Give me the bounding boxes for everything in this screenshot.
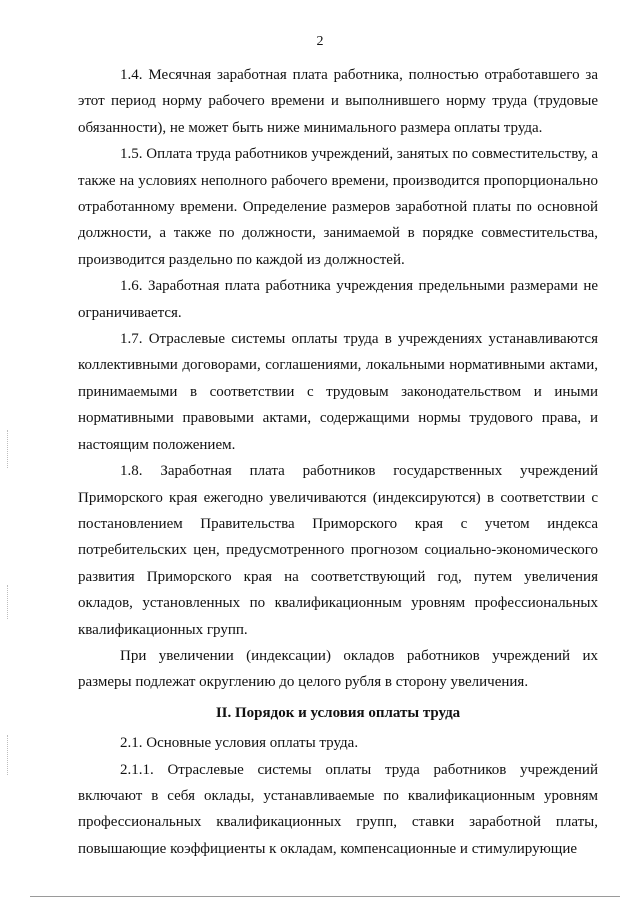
paragraph-1-5: 1.5. Оплата труда работников учреждений, занятых по совместительству, а также на условиях неполного рабочего времени, производится пропорционально отработанному времени. Определение размеров заработной платы по основной должности, а также по должности, занимаемой в порядке совместительства, производится раздельно по каждой из должностей. (78, 146, 598, 268)
paragraph-2-1-1: 2.1.1. Отраслевые системы оплаты труда работников учреждений включают в себя оклады, устанавливаемые по квалификационным уровням профессиональных квалификационных групп, ставки заработной платы, повышающие коэффициенты к окладам, компенсационные и стимулирующие (78, 761, 598, 857)
section-heading: II. Порядок и условия оплаты труда (215, 704, 461, 721)
margin-scan-mark (7, 735, 9, 775)
paragraph-2-1: 2.1. Основные условия оплаты труда. (120, 735, 359, 752)
paragraph-1-4: 1.4. Месячная заработная плата работника, полностью отработавшего за этот период норму рабочего времени и выполнившего норму труда (трудовые обязанности), не может быть ниже минимального размера оплаты труда. (78, 67, 598, 136)
paragraph-1-7: 1.7. Отраслевые системы оплаты труда в учреждениях устанавливаются коллективными договорами, соглашениями, локальными нормативными актами, принимаемыми в соответствии с трудовым законодательством и иными нормативными правовыми актами, содержащими нормы трудового права, и настоящим положением. (78, 331, 598, 453)
bottom-edge-rule (30, 896, 620, 897)
margin-scan-mark (7, 585, 9, 619)
paragraph-indexation: При увеличении (индексации) окладов работников учреждений их размеры подлежат округлению до целого рубля в сторону увеличения. (78, 647, 598, 691)
paragraph-1-8: 1.8. Заработная плата работников государственных учреждений Приморского края ежегодно увеличиваются (индексируются) в соответствии с постановлением Правительства Приморского края с учетом индекса потребительских цен, предусмотренного прогнозом социально-экономического развития Приморского края на соответствующий год, путем увеличения окладов, установленных по квалификационным уровням профессиональных квалификационных групп. (78, 463, 598, 638)
page-number: 2 (316, 34, 324, 49)
paragraph-1-6: 1.6. Заработная плата работника учреждения предельными размерами не ограничивается. (78, 278, 598, 321)
margin-scan-mark (7, 430, 9, 468)
document-body (78, 62, 598, 862)
